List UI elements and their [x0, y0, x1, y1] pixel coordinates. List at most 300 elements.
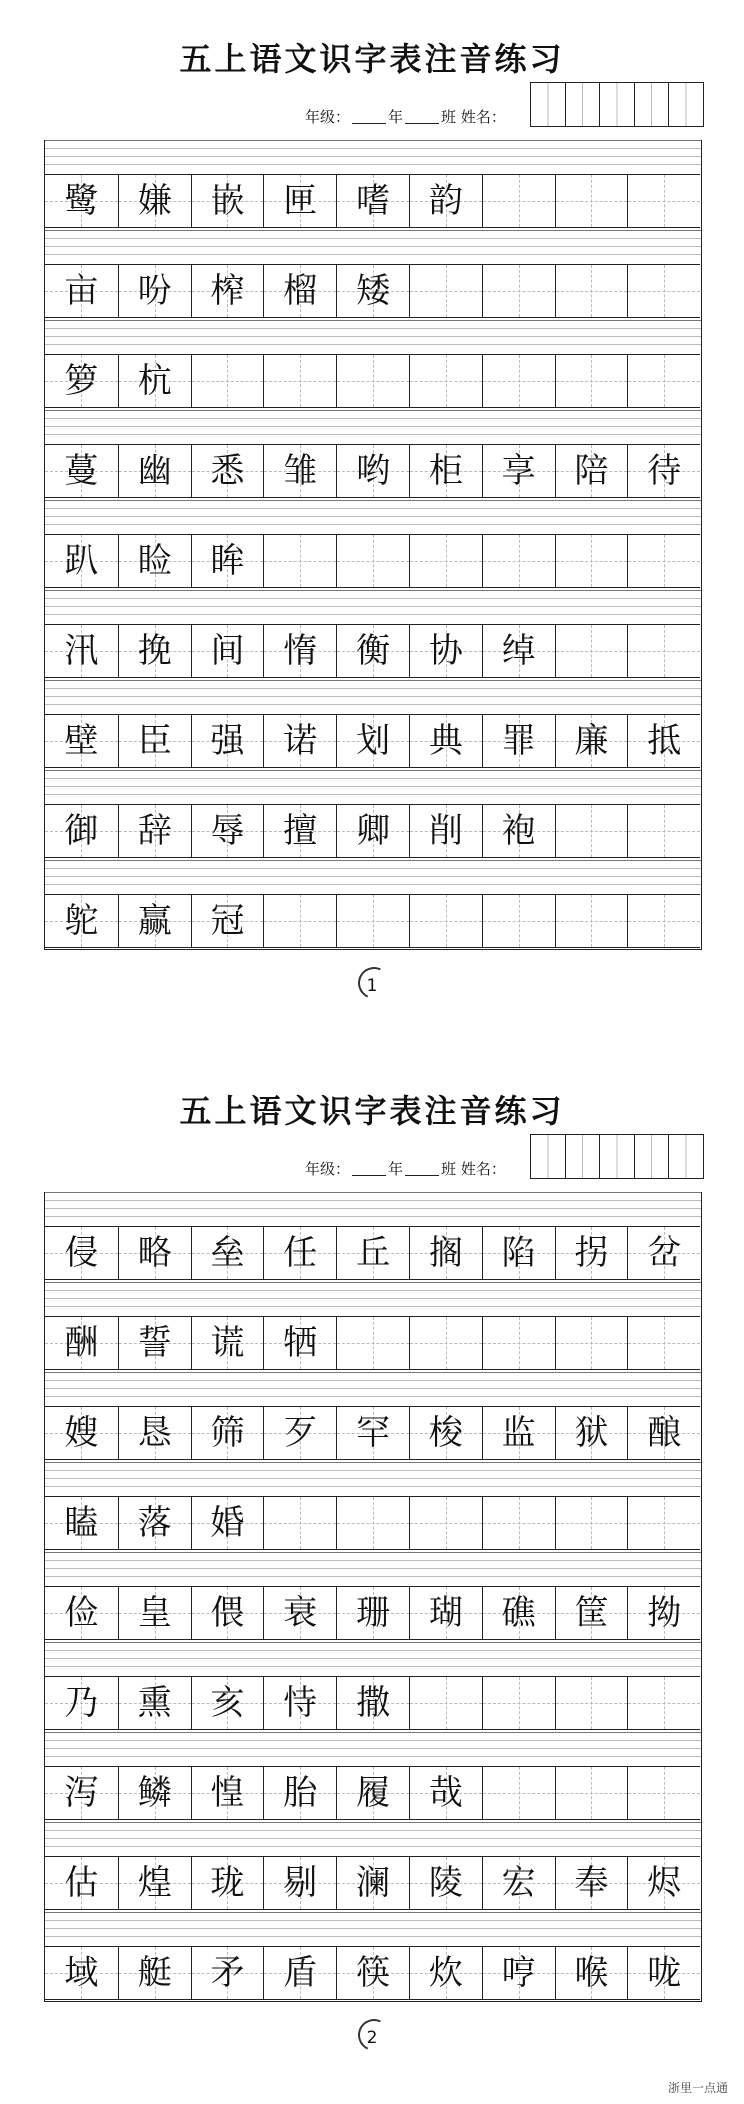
practice-row: [45, 1462, 701, 1552]
tianzige-cell: [627, 1406, 700, 1460]
tianzige-cell: [45, 1586, 118, 1640]
character: 袍: [501, 811, 536, 851]
tianzige-cell: [191, 444, 264, 498]
character: [337, 535, 409, 587]
character: 赢: [137, 901, 172, 941]
page-title: 五上语文识字表注音练习: [179, 40, 565, 78]
tianzige-cell: [45, 1856, 118, 1910]
character: 瑚: [428, 1593, 463, 1633]
practice-row: [45, 230, 701, 320]
character: 哉: [428, 1773, 463, 1813]
character: 强: [210, 721, 245, 761]
tianzige-cell: [336, 1856, 409, 1910]
tianzige-cell: [45, 714, 118, 768]
character: 典: [428, 721, 463, 761]
tianzige-cell: [627, 714, 700, 768]
tianzige-cell: [263, 1856, 336, 1910]
tianzige-cell: [263, 1226, 336, 1280]
character: 榨: [210, 271, 245, 311]
character: 侵: [64, 1233, 99, 1273]
practice-row: [45, 680, 701, 770]
pinyin-lines: [45, 770, 701, 804]
character: 箩: [64, 361, 99, 401]
tianzige-cell: [336, 1946, 409, 2000]
pinyin-lines: [45, 1822, 701, 1856]
character: 狱: [574, 1413, 609, 1453]
tianzige-cell: [409, 1676, 482, 1730]
tianzige-cell: [336, 714, 409, 768]
pinyin-lines: [45, 500, 701, 534]
character: [192, 355, 264, 407]
grade-blank: [352, 1161, 386, 1176]
tianzige-cell: [409, 1586, 482, 1640]
character: 乃: [64, 1683, 99, 1723]
tianzige-cell: [118, 1316, 191, 1370]
character: 酬: [64, 1323, 99, 1363]
tianzige-cell: [263, 1586, 336, 1640]
character: 撒: [356, 1683, 391, 1723]
tianzige-cell: [336, 264, 409, 318]
character: 绰: [501, 631, 536, 671]
tianzige-cell: [482, 1316, 555, 1370]
character: 韵: [428, 181, 463, 221]
tianzige-cell: [627, 1946, 700, 2000]
character: 雏: [283, 451, 318, 491]
tianzige-cell: [627, 1766, 700, 1820]
character: 筛: [210, 1413, 245, 1453]
character: [628, 625, 700, 677]
character: [264, 895, 336, 947]
character: 皇: [137, 1593, 172, 1633]
tianzige-cell: [627, 624, 700, 678]
page-number: [352, 976, 392, 996]
character: 梭: [428, 1413, 463, 1453]
tianzige-cell: [263, 174, 336, 228]
character: [410, 1497, 482, 1549]
character: 惰: [283, 631, 318, 671]
character: [556, 805, 628, 857]
tianzige-cell: [482, 534, 555, 588]
tianzige-cell: [409, 714, 482, 768]
tianzige-cell: [409, 1226, 482, 1280]
tianzige-cell: [627, 1316, 700, 1370]
tianzige-cell: [263, 1406, 336, 1460]
tianzige-cell: [336, 1316, 409, 1370]
character: 哼: [501, 1953, 536, 1993]
tianzige-cell: [191, 804, 264, 858]
character: 鸵: [64, 901, 99, 941]
tianzige-cell: [627, 534, 700, 588]
tianzige-cell: [45, 1316, 118, 1370]
tianzige-cell: [118, 444, 191, 498]
tianzige-cell: [45, 1676, 118, 1730]
practice-row: [45, 1732, 701, 1822]
tianzige-cell: [336, 354, 409, 408]
character: 杭: [137, 361, 172, 401]
character: 珑: [210, 1863, 245, 1903]
character: 陪: [574, 451, 609, 491]
tianzige-cell: [336, 1766, 409, 1820]
character: 矛: [210, 1953, 245, 1993]
character: [264, 355, 336, 407]
character: [483, 895, 555, 947]
tianzige-cell: [627, 444, 700, 498]
tianzige-cell: [263, 354, 336, 408]
tianzige-cell: [482, 624, 555, 678]
character: 协: [428, 631, 463, 671]
tianzige-cell: [555, 1226, 628, 1280]
character: 擅: [283, 811, 318, 851]
practice-row: [45, 1282, 701, 1372]
practice-row: [45, 500, 701, 590]
tianzige-cell: [45, 804, 118, 858]
tianzige-cell: [336, 1226, 409, 1280]
character: 宏: [501, 1863, 536, 1903]
tianzige-cell: [191, 1586, 264, 1640]
character: 熏: [137, 1683, 172, 1723]
tianzige-cell: [336, 1676, 409, 1730]
tianzige-cell: [118, 534, 191, 588]
tianzige-cell: [191, 264, 264, 318]
character: [556, 1497, 628, 1549]
tianzige-cell: [555, 714, 628, 768]
practice-row: [45, 320, 701, 410]
tianzige-cell: [336, 1586, 409, 1640]
character: 筐: [574, 1593, 609, 1633]
tianzige-cell: [336, 894, 409, 948]
tianzige-cell: [191, 1496, 264, 1550]
tianzige-cell: [336, 174, 409, 228]
tianzige-cell: [191, 354, 264, 408]
character: [556, 625, 628, 677]
character: 眸: [210, 541, 245, 581]
character: 御: [64, 811, 99, 851]
character: [410, 895, 482, 947]
tianzige-cell: [482, 1676, 555, 1730]
tianzige-cell: [263, 1316, 336, 1370]
name-boxes: [530, 82, 704, 127]
character: 筷: [356, 1953, 391, 1993]
worksheet-page: [0, 1052, 744, 2092]
character: 煌: [137, 1863, 172, 1903]
character: 辞: [137, 811, 172, 851]
character: 珊: [356, 1593, 391, 1633]
tianzige-cell: [555, 1496, 628, 1550]
class-blank: [405, 1161, 439, 1176]
character: 落: [137, 1503, 172, 1543]
pinyin-lines: [45, 860, 701, 894]
tianzige-cell: [45, 354, 118, 408]
tianzige-cell: [118, 894, 191, 948]
character: [337, 355, 409, 407]
tianzige-cell: [555, 804, 628, 858]
tianzige-cell: [118, 1766, 191, 1820]
character: 亩: [64, 271, 99, 311]
tianzige-cell: [45, 624, 118, 678]
page-number-text: 1: [366, 976, 378, 996]
character: [410, 1317, 482, 1369]
tianzige-cell: [555, 1586, 628, 1640]
tianzige-cell: [555, 534, 628, 588]
character: [483, 355, 555, 407]
character: 咙: [647, 1953, 682, 1993]
tianzige-cell: [45, 264, 118, 318]
character: 亥: [210, 1683, 245, 1723]
tianzige-cell: [118, 174, 191, 228]
character: 域: [64, 1953, 99, 1993]
practice-row: [45, 1192, 701, 1282]
footer-watermark: 浙里一点通: [667, 2081, 728, 2095]
tianzige-cell: [118, 264, 191, 318]
character: 廉: [574, 721, 609, 761]
character: [556, 355, 628, 407]
tianzige-cell: [263, 1676, 336, 1730]
tianzige-cell: [191, 1946, 264, 2000]
character: 泻: [64, 1773, 99, 1813]
character: [483, 1497, 555, 1549]
practice-row: [45, 1822, 701, 1912]
tianzige-cell: [555, 354, 628, 408]
pinyin-lines: [45, 1642, 701, 1676]
tianzige-cell: [409, 1766, 482, 1820]
character: [556, 175, 628, 227]
character: 划: [356, 721, 391, 761]
practice-row: [45, 770, 701, 860]
character: [556, 1767, 628, 1819]
practice-row: [45, 1642, 701, 1732]
character: 俭: [64, 1593, 99, 1633]
page-number-circle: [353, 2014, 394, 2055]
page-number-circle: [353, 962, 394, 1003]
tianzige-cell: [482, 1766, 555, 1820]
practice-row: [45, 140, 701, 230]
character: 享: [501, 451, 536, 491]
tianzige-cell: [118, 1856, 191, 1910]
tianzige-cell: [555, 1316, 628, 1370]
character: 壁: [64, 721, 99, 761]
practice-row: [45, 860, 701, 950]
character: 恃: [283, 1683, 318, 1723]
character: 喉: [574, 1953, 609, 1993]
character: [483, 1767, 555, 1819]
character: 歹: [283, 1413, 318, 1453]
tianzige-cell: [482, 264, 555, 318]
tianzige-cell: [118, 624, 191, 678]
character: 偎: [210, 1593, 245, 1633]
character: 罕: [356, 1413, 391, 1453]
tianzige-cell: [118, 1586, 191, 1640]
character: 汛: [64, 631, 99, 671]
character: 垒: [210, 1233, 245, 1273]
character: 挽: [137, 631, 172, 671]
character: 幽: [137, 451, 172, 491]
character: [483, 1677, 555, 1729]
pinyin-lines: [45, 1462, 701, 1496]
tianzige-cell: [45, 534, 118, 588]
character: 剔: [283, 1863, 318, 1903]
tianzige-cell: [482, 804, 555, 858]
character: [556, 535, 628, 587]
character: [628, 805, 700, 857]
tianzige-cell: [263, 1766, 336, 1820]
character: 榴: [283, 271, 318, 311]
tianzige-cell: [191, 1856, 264, 1910]
practice-sheet: [44, 1192, 702, 2002]
grade-blank: [352, 109, 386, 124]
tianzige-cell: [555, 444, 628, 498]
character: 监: [501, 1413, 536, 1453]
tianzige-cell: [45, 174, 118, 228]
character: 誓: [137, 1323, 172, 1363]
practice-row: [45, 1552, 701, 1642]
character: 蔓: [64, 451, 99, 491]
tianzige-cell: [482, 1496, 555, 1550]
tianzige-cell: [409, 894, 482, 948]
tianzige-cell: [336, 1496, 409, 1550]
tianzige-cell: [555, 174, 628, 228]
character: [483, 175, 555, 227]
year-label: 年: [388, 1160, 404, 1178]
tianzige-cell: [627, 174, 700, 228]
tianzige-cell: [482, 1226, 555, 1280]
page-number: [352, 2028, 392, 2048]
character: 诺: [283, 721, 318, 761]
character: 炊: [428, 1953, 463, 1993]
character: [410, 1677, 482, 1729]
character: 艇: [137, 1953, 172, 1993]
character: 盾: [283, 1953, 318, 1993]
student-info: [305, 106, 506, 127]
tianzige-cell: [482, 444, 555, 498]
tianzige-cell: [263, 1496, 336, 1550]
character: 匣: [283, 181, 318, 221]
practice-row: [45, 1912, 701, 2002]
class-blank: [405, 109, 439, 124]
tianzige-cell: [409, 804, 482, 858]
character: 礁: [501, 1593, 536, 1633]
tianzige-cell: [555, 1856, 628, 1910]
tianzige-cell: [118, 1496, 191, 1550]
character: 陷: [501, 1233, 536, 1273]
character: 衰: [283, 1593, 318, 1633]
character: 睑: [137, 541, 172, 581]
character: 谎: [210, 1323, 245, 1363]
character: [628, 355, 700, 407]
character: 罪: [501, 721, 536, 761]
tianzige-cell: [118, 354, 191, 408]
character: 辱: [210, 811, 245, 851]
tianzige-cell: [263, 804, 336, 858]
tianzige-cell: [627, 1226, 700, 1280]
character: 矮: [356, 271, 391, 311]
character: [337, 1497, 409, 1549]
grade-label: 年级：: [305, 108, 351, 126]
tianzige-cell: [409, 1946, 482, 2000]
class-label: 班: [441, 108, 457, 126]
character: 估: [64, 1863, 99, 1903]
name-boxes: [530, 1134, 704, 1179]
tianzige-cell: [191, 1316, 264, 1370]
pinyin-lines: [45, 1192, 701, 1226]
character: 嫌: [137, 181, 172, 221]
page-number-text: 2: [366, 2028, 378, 2048]
tianzige-cell: [263, 714, 336, 768]
tianzige-cell: [118, 1946, 191, 2000]
character: [483, 265, 555, 317]
character: [628, 895, 700, 947]
character: 惶: [210, 1773, 245, 1813]
tianzige-cell: [263, 1946, 336, 2000]
tianzige-cell: [263, 264, 336, 318]
practice-row: [45, 590, 701, 680]
character: [628, 1767, 700, 1819]
tianzige-cell: [118, 714, 191, 768]
tianzige-cell: [191, 894, 264, 948]
character: 酿: [647, 1413, 682, 1453]
tianzige-cell: [409, 1406, 482, 1460]
tianzige-cell: [627, 1676, 700, 1730]
character: 抵: [647, 721, 682, 761]
tianzige-cell: [409, 534, 482, 588]
character: 鳞: [137, 1773, 172, 1813]
tianzige-cell: [336, 1406, 409, 1460]
tianzige-cell: [191, 624, 264, 678]
character: 嫂: [64, 1413, 99, 1453]
tianzige-cell: [45, 1766, 118, 1820]
tianzige-cell: [409, 264, 482, 318]
character: 卿: [356, 811, 391, 851]
character: 岔: [647, 1233, 682, 1273]
character: 吩: [137, 271, 172, 311]
character: 衡: [356, 631, 391, 671]
name-label: 姓名：: [460, 108, 506, 126]
tianzige-cell: [191, 1766, 264, 1820]
character: 履: [356, 1773, 391, 1813]
pinyin-lines: [45, 320, 701, 354]
character: 趴: [64, 541, 99, 581]
tianzige-cell: [118, 1226, 191, 1280]
pinyin-lines: [45, 1282, 701, 1316]
tianzige-cell: [482, 894, 555, 948]
tianzige-cell: [409, 1856, 482, 1910]
character: [628, 175, 700, 227]
character: [264, 535, 336, 587]
character: 鹭: [64, 181, 99, 221]
character: 冠: [210, 901, 245, 941]
character: [556, 1317, 628, 1369]
character: 搁: [428, 1233, 463, 1273]
character: 奉: [574, 1863, 609, 1903]
tianzige-cell: [627, 804, 700, 858]
tianzige-cell: [627, 1856, 700, 1910]
tianzige-cell: [263, 534, 336, 588]
character: 嵌: [210, 181, 245, 221]
tianzige-cell: [191, 174, 264, 228]
character: 丘: [356, 1233, 391, 1273]
character: 澜: [356, 1863, 391, 1903]
character: 悉: [210, 451, 245, 491]
tianzige-cell: [555, 894, 628, 948]
tianzige-cell: [45, 1406, 118, 1460]
class-label: 班: [441, 1160, 457, 1178]
tianzige-cell: [482, 1406, 555, 1460]
tianzige-cell: [336, 444, 409, 498]
pinyin-lines: [45, 1912, 701, 1946]
worksheet-page: [0, 0, 744, 1040]
character: 恳: [137, 1413, 172, 1453]
tianzige-cell: [482, 1856, 555, 1910]
tianzige-cell: [263, 444, 336, 498]
